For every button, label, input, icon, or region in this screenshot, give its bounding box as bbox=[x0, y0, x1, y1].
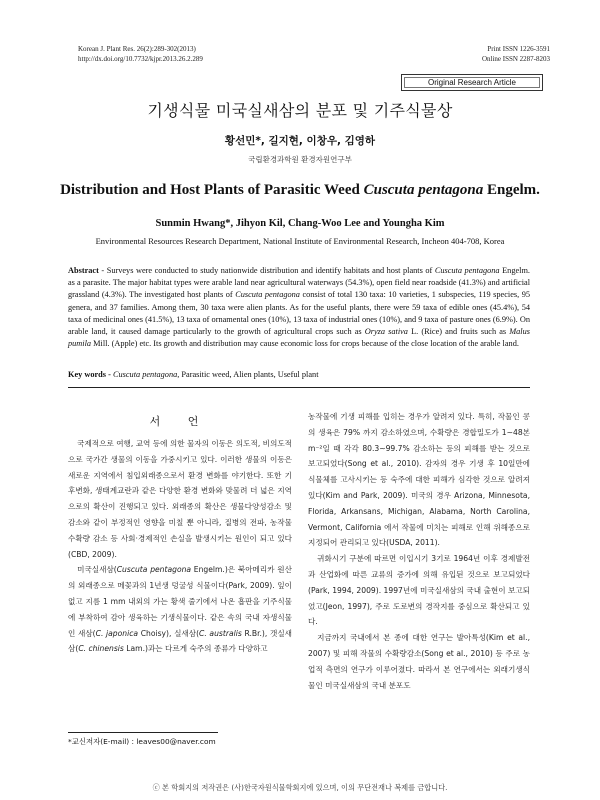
abstract-text: L. (Rice) and fruits such as bbox=[407, 327, 510, 337]
species-name: Cuscuta pentagona bbox=[235, 290, 300, 300]
english-title bbox=[0, 180, 600, 200]
text: Lam.)과는 다르게 숙주의 종류가 다양하고 bbox=[123, 644, 268, 654]
species-name: C. japonica bbox=[95, 628, 139, 638]
print-issn: Print ISSN 1226-3591 bbox=[487, 45, 550, 53]
species-name: Oryza sativa bbox=[364, 327, 408, 337]
species-name: Cuscuta pentagona bbox=[434, 266, 500, 275]
title-species: Cuscuta pentagona bbox=[363, 182, 484, 198]
online-issn: Online ISSN 2287-8203 bbox=[481, 55, 550, 63]
paragraph: 지금까지 국내에서 본 종에 대한 연구는 발아특성(Kim et al., 2007) 및 피해 작물의 수확량감소(Song et al., 2010) 등 주로 농업적 측면의 연구가 이루어졌다. 따라서 본 연구에서는 외래기생식물인 미국실새삼의 국내 분포도 bbox=[308, 633, 530, 690]
text: Choisy), 실새삼( bbox=[138, 628, 200, 638]
species-name: Cuscuta pentagona bbox=[116, 565, 192, 575]
left-column bbox=[68, 436, 292, 657]
right-column bbox=[308, 409, 530, 693]
title-main: Distribution and Host Plants of Parasitic Weed bbox=[60, 182, 360, 198]
paragraph: 귀화시기 구분에 따르면 이입시기 3기로 1964년 이후 경제발전과 산업화에 따른 교류의 증가에 의해 유입된 것으로 보고되었다(Park, 1994, 2009). 1997년에 미국실새삼의 국내 출현이 보고되었고(Jeon, 1997), 주로 도로변의 경작지를 중심으로 확산되고 있다. bbox=[308, 554, 530, 627]
paragraph bbox=[68, 562, 292, 657]
abstract bbox=[68, 265, 530, 350]
issn-info bbox=[482, 44, 550, 64]
section-heading: 서 언 bbox=[149, 415, 211, 428]
english-affiliation: Environmental Resources Research Department, National Institute of Environmental Research, Incheon 404-708, Korea bbox=[95, 236, 505, 246]
keywords bbox=[68, 369, 530, 381]
abstract-text: - Surveys were conducted to study nationwide distribution and identify habitats and host plants of bbox=[98, 266, 435, 275]
text: 미국실새삼( bbox=[77, 565, 117, 575]
species-name: Malus pumila bbox=[68, 327, 530, 349]
copyright-notice: ⓒ 본 학회지의 저작권은 (사)한국자원식물학회지에 있으며, 이의 무단전재나 복제를 금합니다. bbox=[152, 783, 448, 792]
english-authors: Sunmin Hwang*, Jihyon Kil, Chang-Woo Lee and Youngha Kim bbox=[155, 218, 445, 229]
doi-link[interactable]: http://dx.doi.org/10.7732/kjpr.2013.26.2.289 bbox=[78, 55, 203, 63]
korean-title: 기생식물 미국실새삼의 분포 및 기주식물상 bbox=[147, 101, 453, 120]
corresponding-author-footnote: *교신저자(E-mail) : leaves00@naver.com bbox=[68, 737, 216, 746]
section-divider bbox=[68, 387, 530, 388]
journal-citation bbox=[78, 44, 203, 64]
korean-affiliation: 국립환경과학원 환경자원연구부 bbox=[248, 155, 352, 164]
species-name: C. australis bbox=[199, 628, 242, 638]
species-name: C. chinensis bbox=[78, 644, 124, 654]
text: Engelm.)은 북아메리카 원산의 외래종으로 메꽃과의 1년생 덩굴성 식물이다(Park, 2009). 잎이 없고 지름 1 mm 내외의 가는 황색 줄기에서 나온 흡판을 기주식물에 부착하여 감아 생육하는 기생식물이다. 같은 속의 국내 자생식물인 새삼( bbox=[68, 565, 292, 638]
text: R.Br.), 갯실새삼( bbox=[68, 628, 292, 654]
journal-reference: Korean J. Plant Res. 26(2):289-302(2013) bbox=[78, 45, 196, 53]
paragraph: 국제적으로 여행, 교역 등에 의한 물자의 이동은 의도적, 비의도적으로 국가간 생물의 이동을 가중시키고 있다. 이러한 생물의 이동은 새로운 지역에서 침입외래종으로서 환경 변화를 야기한다. 또한 기후변화, 생태계교란과 같은 다양한 환경 변화와 맞물려 더 넓은 지역으로의 확산이 진행되고 있다. 외래종의 확산은 생물다양성감소 및 감소와 같이 부정적인 영향을 미칠 뿐 아니라, 질병의 전파, 농작물 수확량 감소 등 사회·경제적인 손실을 발생시키는 원인이 되고 있다(CBD, 2009). bbox=[68, 439, 292, 559]
abstract-text: consist of total 130 taxa: 10 varieties, 1 subspecies, 119 species, 95 genera, and 37 families. Among them, 30 taxa were alien plants. As for the useful plants, there were 59 taxa of edible ones (45.4%), 54 taxa of medicinal ones (41.5%), 13 taxa of ornamental ones (10%), 13 taxa of industrial ones (10%), and 9 taxa of pasture ones (6.9%). On arable land, it caused damage particularly to the growth of agricultural crops such as bbox=[68, 290, 530, 337]
keyword-species: Cuscuta pentagona bbox=[110, 370, 178, 379]
abstract-label: Abstract bbox=[68, 266, 99, 275]
article-type-badge: Original Research Article bbox=[401, 74, 543, 91]
korean-authors: 황선민*, 길지현, 이창우, 김영하 bbox=[224, 135, 376, 147]
title-authority: Engelm. bbox=[486, 182, 540, 198]
keywords-list: , Parasitic weed, Alien plants, Useful plant bbox=[177, 370, 319, 379]
footnote-divider bbox=[68, 732, 218, 733]
keywords-label: Key words - bbox=[68, 370, 111, 379]
abstract-text: Mill. (Apple) etc. Its growth and distribution may cause economic loss for crops because of the close location of the arable land. bbox=[91, 339, 519, 349]
paragraph: 농작물에 기생 피해를 입히는 경우가 알려져 있다. 특히, 작물인 콩의 생육은 79% 까지 감소하였으며, 수확량은 경합밀도가 1~48본 m⁻²일 때 각각 80.3~99.7% 감소하는 등의 피해를 받는 것으로 보고되었다(Song et al., 2010). 감자의 경우 기생 후 10일만에 식물체를 고사시키는 등 숙주에 대한 피해가 심각한 것으로 알려져 있다(Kim and Park, 2009). 미국의 경우 Arizona, Minnesota, Florida, Arkansans, Michigan, Alabama, North Carolina, Vermont, California 에서 작물에 미치는 피해로 인해 위해종으로 지정되어 관리되고 있다(USDA, 2011). bbox=[308, 412, 530, 548]
abstract-text: Engelm. as a parasite. The major habitat types were arable land near agricultural waterways (54.3%), open field near roadside (41.3%) and artificial grassland (4.3%). The investigated host plants of bbox=[68, 266, 530, 300]
